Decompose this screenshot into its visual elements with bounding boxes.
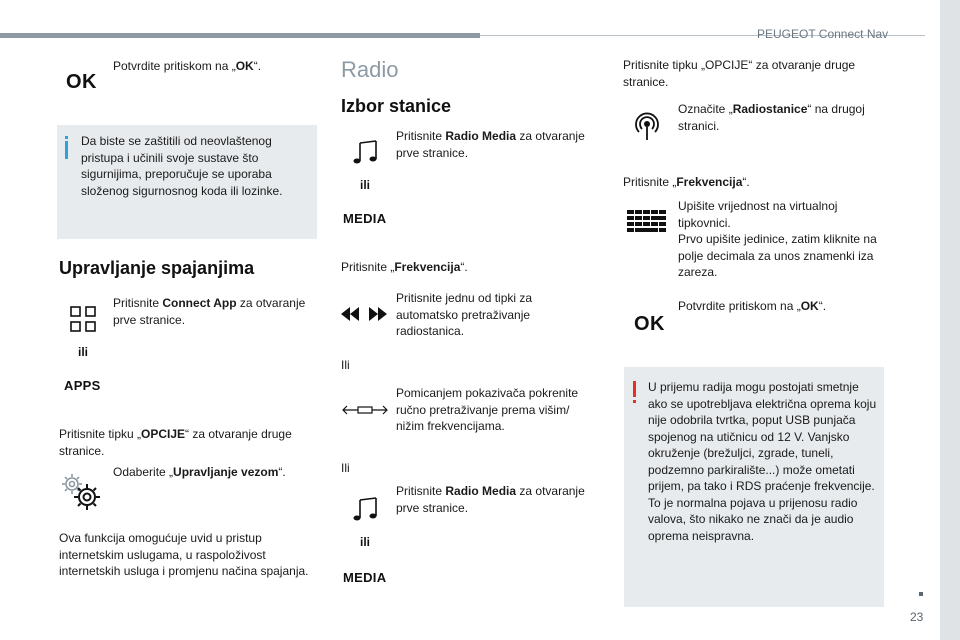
apps-button-label: APPS	[64, 378, 101, 393]
reception-warning-text: U prijemu radija mogu postojati smetnje ako se upotrebljava električna oprema koju nije odobrila tvrtka, poput USB punjača spojenog na utičnicu od 12 V. Vanjsko okruženje (brežuljci, zgrade, tuneli, podzemno parkiralište...) može ometati prijem, pa tako i RDS praćenje frekvencije. To je normalna pojava u prijenosu radio valova, što nikako ne znači da je audio oprema neispravna.	[648, 380, 877, 543]
page-marker	[919, 592, 923, 596]
radio-station-icon	[633, 111, 661, 141]
connect-app-step: Pritisnite Connect App za otvaranje prve stranice.	[113, 296, 306, 327]
radio-title: Radio	[341, 57, 399, 82]
connect-app-icon	[70, 306, 96, 332]
media-button-label: MEDIA	[343, 211, 387, 226]
or-label: ili	[360, 178, 371, 192]
header-bar	[0, 33, 480, 38]
auto-search-step: Pritisnite jednu od tipki za automatsko pretraživanje radiostanica.	[396, 291, 533, 338]
station-selection-heading: Izbor stanice	[341, 96, 452, 116]
connection-management-heading: Upravljanje spajanjima	[59, 258, 255, 278]
or-label: ili	[360, 535, 371, 549]
radio-media-step-2: Pritisnite Radio Media za otvaranje prve stranice.	[396, 484, 585, 515]
ok-icon: OK	[634, 313, 665, 335]
select-radio-stations-step: Označite „Radiostanice“ na drugoj stranici.	[678, 102, 865, 133]
page-number: 23	[910, 610, 924, 624]
seek-buttons-icon	[341, 306, 387, 322]
confirm-ok-text: Potvrdite pritiskom na „OK“.	[113, 59, 262, 73]
header-title: PEUGEOT Connect Nav	[757, 27, 889, 41]
virtual-keyboard-step: Upišite vrijednost na virtualnoj tipkovnici. Prvo upišite jedinice, zatim kliknite na polje decimala za unos znamenki iza zareza.	[678, 199, 877, 279]
security-info-text: Da biste se zaštitili od neovlaštenog pristupa i učinili svoje sustave što sigurnijima, preporučuje se uporaba složenog sigurnosnog koda ili lozinke.	[81, 134, 283, 198]
info-icon	[65, 141, 68, 159]
select-connection-management-step: Odaberite „Upravljanje vezom“.	[113, 465, 286, 479]
or-label: Ili	[341, 461, 350, 475]
virtual-keyboard-icon	[627, 210, 667, 238]
music-note-icon	[352, 140, 378, 166]
warning-icon	[633, 381, 636, 397]
side-strip	[940, 0, 960, 640]
or-label: Ili	[341, 358, 350, 372]
security-info-box	[57, 125, 317, 239]
frequency-step: Pritisnite „Frekvencija“.	[341, 260, 468, 274]
frequency-step: Pritisnite „Frekvencija“.	[623, 175, 750, 189]
connection-function-description: Ova funkcija omogućuje uvid u pristup internetskim uslugama, u raspoloživost internetskih usluga i promjenu načina spajanja.	[59, 531, 309, 578]
ok-icon: OK	[66, 71, 97, 93]
manual-tuning-slider-icon	[341, 404, 389, 416]
options-step: Pritisnite tipku „OPCIJE“ za otvaranje druge stranice.	[623, 58, 856, 89]
options-step: Pritisnite tipku „OPCIJE“ za otvaranje druge stranice.	[59, 427, 292, 458]
media-button-label: MEDIA	[343, 570, 387, 585]
confirm-ok-text: Potvrdite pritiskom na „OK“.	[678, 299, 827, 313]
settings-gears-icon	[60, 472, 102, 512]
reception-warning-box	[624, 367, 884, 607]
manual-search-step: Pomicanjem pokazivača pokrenite ručno pretraživanje prema višim/ nižim frekvencijama.	[396, 386, 579, 433]
or-label: ili	[78, 345, 89, 359]
music-note-icon	[352, 497, 378, 523]
radio-media-step: Pritisnite Radio Media za otvaranje prve stranice.	[396, 129, 585, 160]
